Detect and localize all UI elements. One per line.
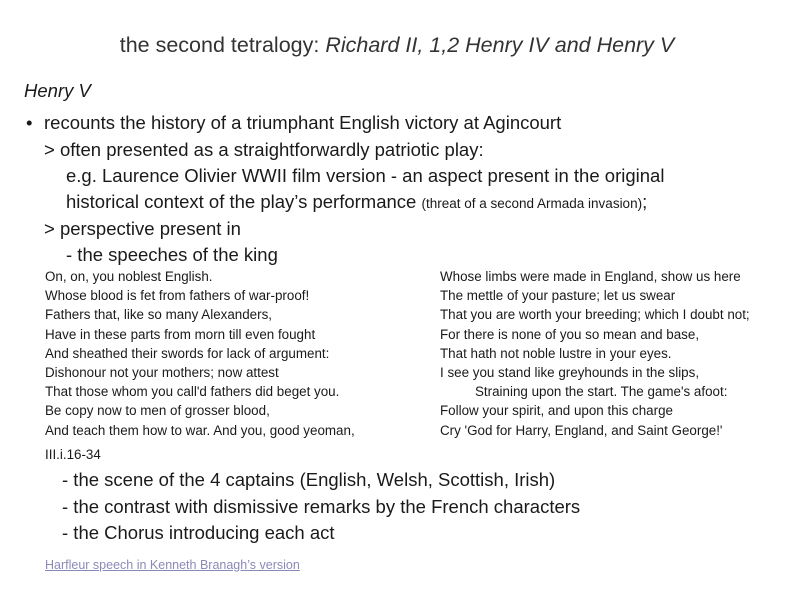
quote-left-line: That those whom you call'd fathers did beget you. — [45, 384, 340, 399]
quote-right-line: That you are worth your breeding; which I doubt not; — [440, 307, 750, 322]
quote-left-line: Whose blood is fet from fathers of war-proof! — [45, 288, 310, 303]
item-french: - the contrast with dismissive remarks by the French characters — [62, 496, 581, 517]
line-presented: > often presented as a straightforwardly patriotic play: — [44, 139, 484, 160]
quote-right-line: Follow your spirit, and upon this charge — [440, 403, 673, 418]
quote-right-line: I see you stand like greyhounds in the slips, — [440, 365, 700, 380]
quote-left-line: And sheathed their swords for lack of argument: — [45, 346, 330, 361]
context-note: (threat of a second Armada invasion) — [421, 196, 643, 211]
quote-right-line: Cry 'God for Harry, England, and Saint George!' — [440, 423, 723, 438]
slide-title — [0, 33, 794, 58]
quote-left-line: Be copy now to men of grosser blood, — [45, 403, 270, 418]
bullet-marker: • — [26, 112, 33, 133]
item-captains: - the scene of the 4 captains (English, Welsh, Scottish, Irish) — [62, 469, 556, 490]
quote-right-line: Straining upon the start. The game's afoot: — [475, 384, 728, 399]
line-perspective: > perspective present in — [44, 218, 241, 239]
quote-left-line: On, on, you noblest English. — [45, 269, 213, 284]
line-recounts: recounts the history of a triumphant English victory at Agincourt — [44, 112, 562, 133]
branagh-video-link[interactable]: Harfleur speech in Kenneth Branagh’s version — [45, 558, 300, 572]
context-end: ; — [642, 191, 648, 212]
section-heading: Henry V — [24, 80, 91, 101]
item-chorus: - the Chorus introducing each act — [62, 522, 335, 543]
line-speeches: - the speeches of the king — [66, 244, 278, 265]
quote-right-line: The mettle of your pasture; let us swear — [440, 288, 676, 303]
quote-right-line: Whose limbs were made in England, show us here — [440, 269, 741, 284]
quote-right-line: For there is none of you so mean and base, — [440, 327, 700, 342]
quote-left-line: Dishonour not your mothers; now attest — [45, 365, 279, 380]
quote-left-line: And teach them how to war. And you, good yeoman, — [45, 423, 355, 438]
line-context — [66, 191, 647, 213]
title-plays: Richard II, 1,2 Henry IV and Henry V — [325, 33, 675, 57]
quote-right-line: That hath not noble lustre in your eyes. — [440, 346, 672, 361]
citation: III.i.16-34 — [45, 447, 101, 462]
context-text: historical context of the play’s performance — [66, 191, 422, 212]
line-olivier: e.g. Laurence Olivier WWII film version - an aspect present in the original — [66, 165, 665, 186]
quote-left-line: Fathers that, like so many Alexanders, — [45, 307, 273, 322]
quote-left-line: Have in these parts from morn till even fought — [45, 327, 316, 342]
title-prefix: the second tetralogy: — [119, 33, 326, 57]
